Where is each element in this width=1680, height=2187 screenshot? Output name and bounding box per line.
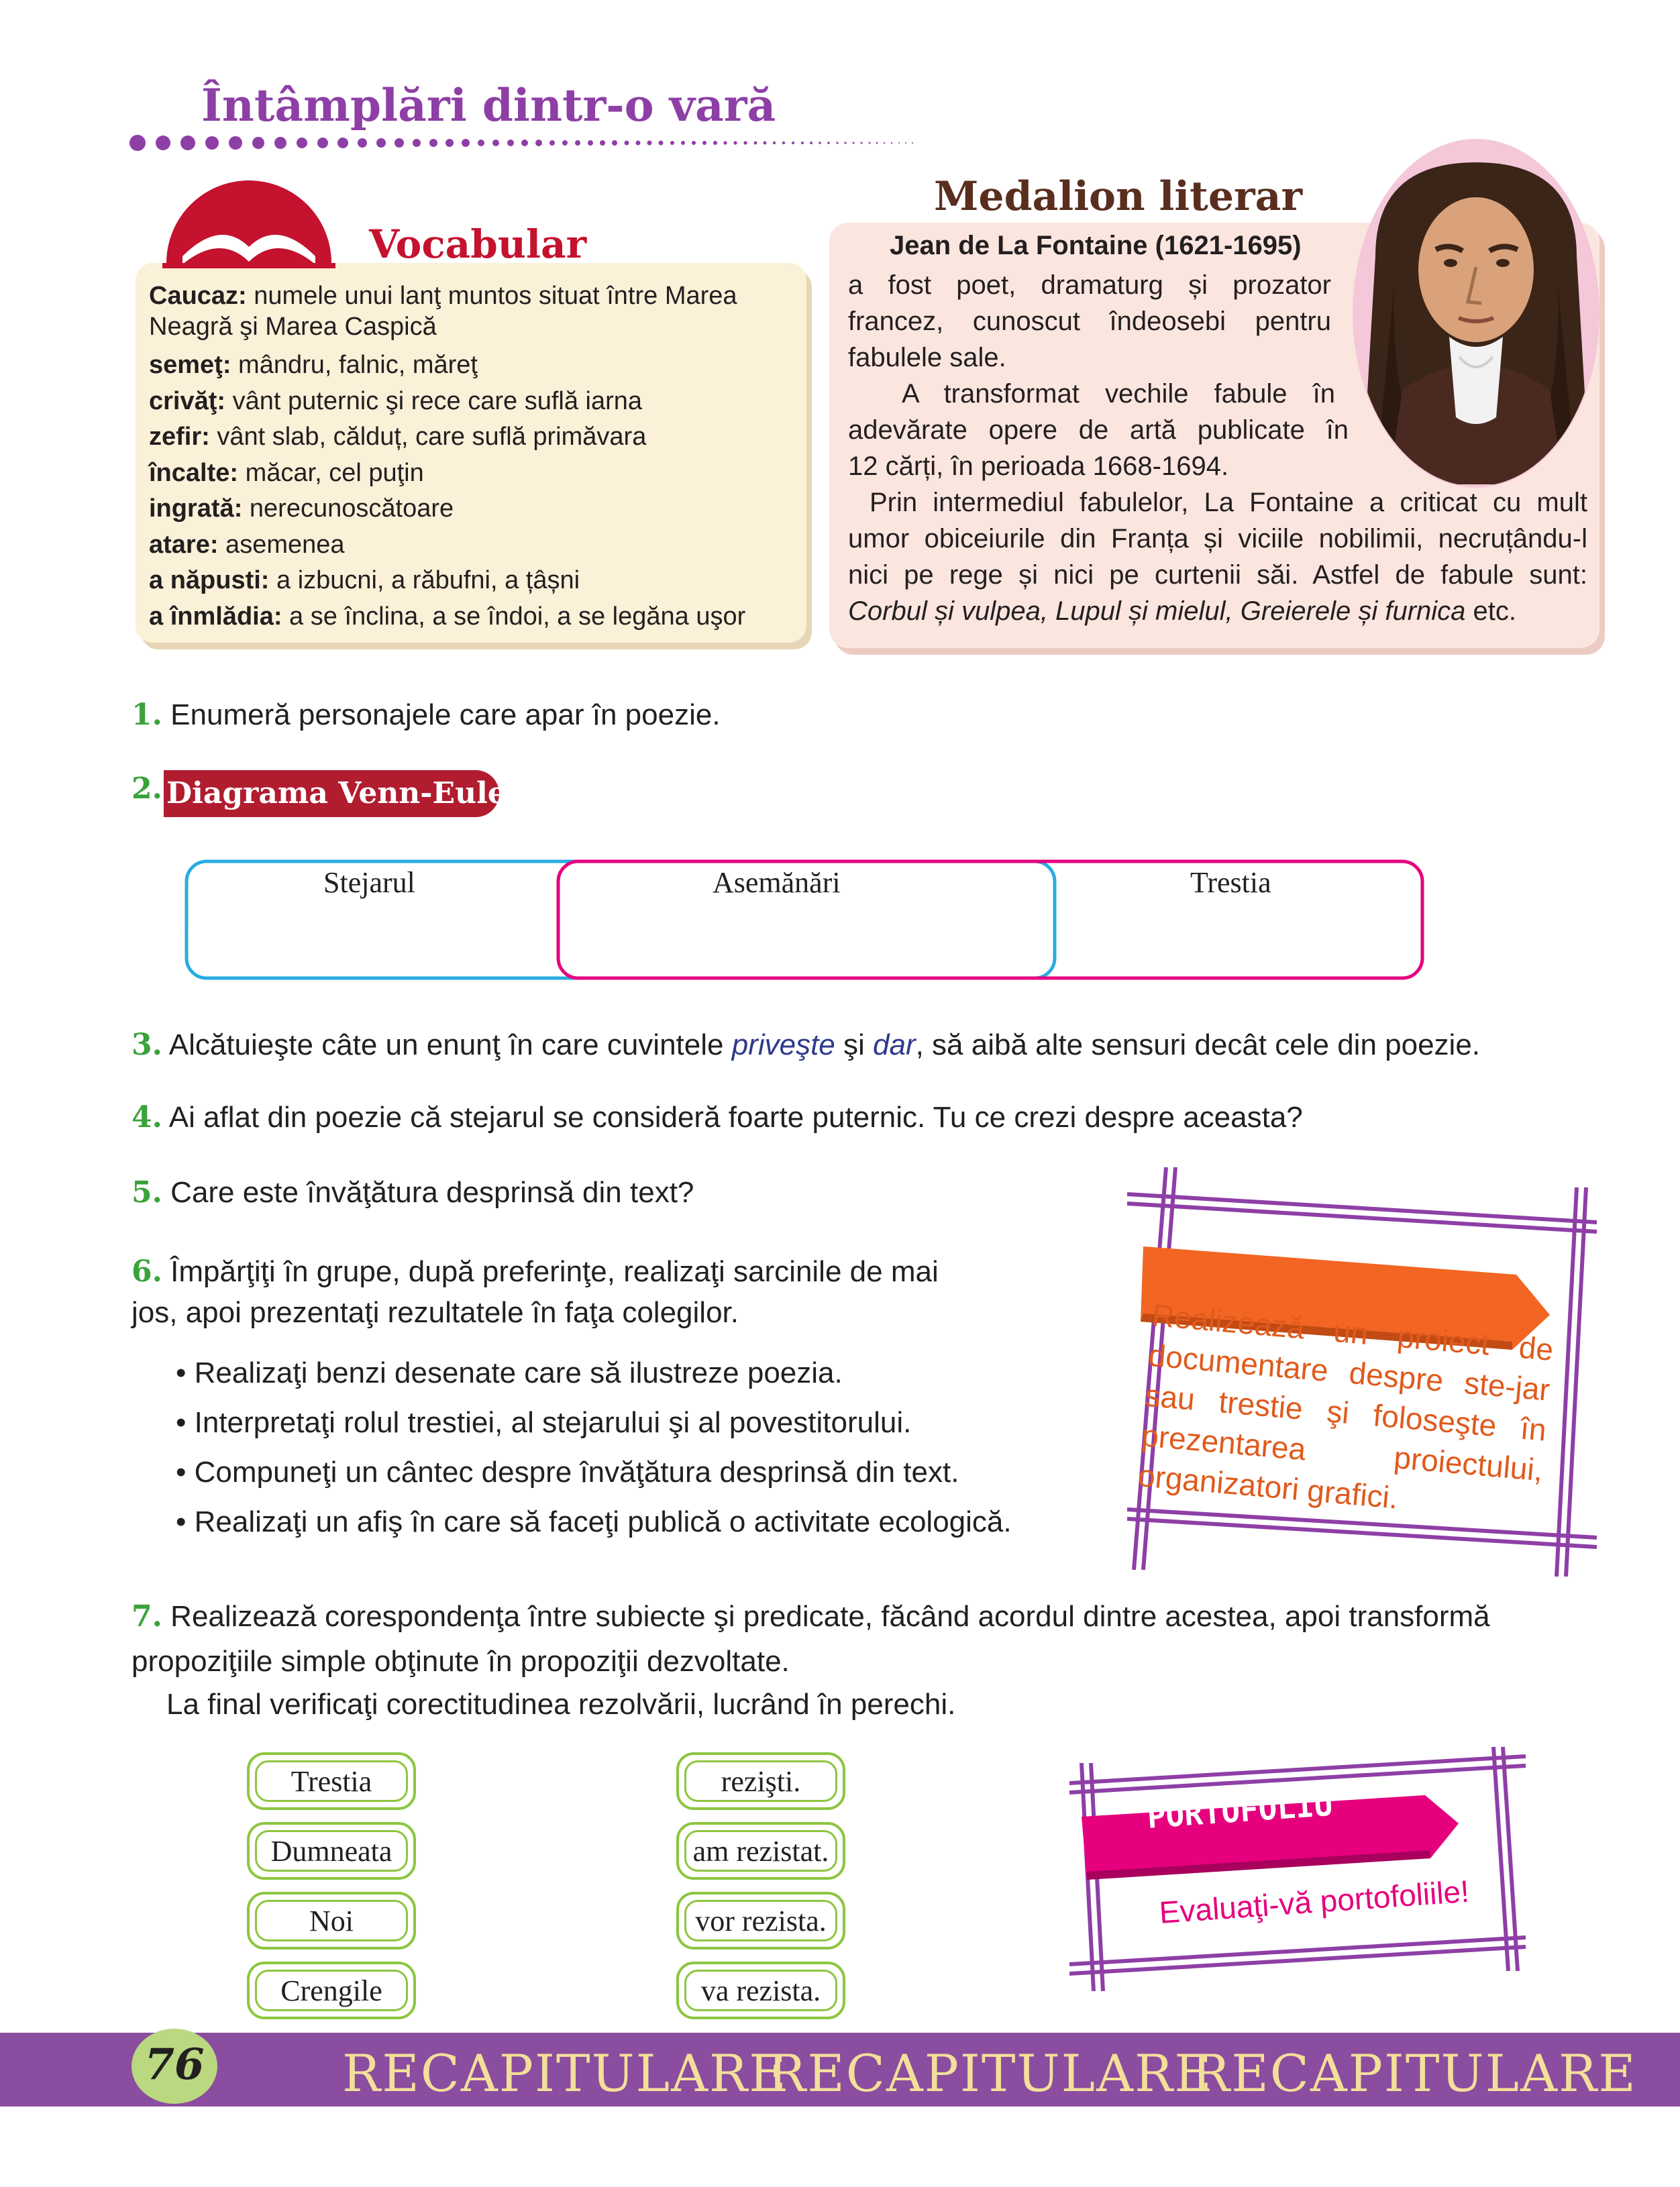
portfolio-frame: [1063, 1743, 1532, 1998]
fable-titles: Corbul și vulpea, Lupul și mielul, Greierele și furnica: [848, 596, 1466, 626]
subject-box[interactable]: Noi: [247, 1892, 416, 1950]
question-7-line-3: La final verificaţi corectitudinea rezolvării, lucrând în perechi.: [166, 1688, 956, 1721]
question-6: 6. Împărţiţi în grupe, după preferinţe, realizaţi sarcinile de mai: [132, 1255, 939, 1289]
venn-diagram-label: Diagrama Venn-Euler: [164, 770, 499, 817]
question-1: 1. Enumeră personajele care apar în poezie.: [132, 698, 721, 732]
medalion-line: fabulele sale.: [848, 343, 1006, 372]
medalion-author: Jean de La Fontaine (1621-1695): [890, 231, 1302, 260]
vocab-entry: a năpusti: a izbucni, a răbufni, a țâșni: [149, 566, 580, 594]
vocab-entry: a înmlădia: a se înclina, a se îndoi, a se legăna uşor: [149, 602, 746, 631]
medalion-line: Prin intermediul fabulelor, La Fontaine a criticat cu mult: [870, 488, 1587, 517]
medalion-line: A transformat vechile fabule în: [902, 379, 1335, 409]
vocab-entry: ingrată: nerecunoscătoare: [149, 494, 454, 523]
venn-right-label: Trestia: [1190, 866, 1271, 899]
header-dots-decoration: [127, 133, 959, 153]
predicate-box[interactable]: am rezistat.: [676, 1822, 845, 1880]
venn-left-label: Stejarul: [323, 866, 415, 899]
medalion-line: adevărate opere de artă publicate în: [848, 415, 1349, 445]
predicate-box[interactable]: va rezista.: [676, 1962, 845, 2019]
medalion-line: 12 cărți, în perioada 1668-1694.: [848, 451, 1229, 481]
project-text: Realizează un proiect de documentare despre ste-jar sau trestie şi foloseşte în prezentarea proiectului, organizatori grafici.: [1137, 1297, 1555, 1515]
task-bullet: • Compuneţi un cântec despre învăţătura desprinsă din text.: [176, 1456, 959, 1489]
question-6-line-2: jos, apoi prezentaţi rezultatele în faţa colegilor.: [132, 1296, 739, 1329]
question-2-number: 2.: [132, 771, 162, 806]
page-number: 76: [132, 2029, 217, 2104]
medalion-line: a fost poet, dramaturg și prozator: [848, 270, 1331, 300]
venn-middle-label: Asemănări: [713, 866, 841, 899]
portfolio-label: PORTOFOLIU: [1146, 1786, 1334, 1835]
project-label: PROIECT: [1202, 1212, 1335, 1257]
task-bullet: • Interpretaţi rolul trestiei, al stejarului şi al povestitorului.: [176, 1406, 912, 1439]
task-bullet: • Realizaţi un afiş în care să faceţi publică o activitate ecologică.: [176, 1505, 1012, 1538]
medalion-line: nici pe rege și nici pe curtenii săi. Astfel de fabule sunt:: [848, 560, 1587, 590]
footer-recap-word: RECAPITULARE: [1192, 2043, 1637, 2103]
medalion-title: Medalion literar: [934, 173, 1303, 220]
question-5: 5. Care este învăţătura desprinsă din text?: [132, 1175, 694, 1210]
vocab-entry: semeţ: mândru, falnic, măreţ: [149, 351, 478, 379]
book-icon: [153, 176, 345, 270]
medalion-line: francez, cunoscut îndeosebi pentru: [848, 307, 1331, 336]
question-3: 3. Alcătuieşte câte un enunţ în care cuvintele priveşte şi dar, să aibă alte sensuri decât cele din poezie.: [132, 1028, 1481, 1062]
vocab-entry: zefir: vânt slab, călduț, care suflă primăvara: [149, 423, 647, 451]
footer-recap-word: RECAPITULARE: [768, 2043, 1213, 2103]
subject-box[interactable]: Trestia: [247, 1752, 416, 1810]
question-7: 7. Realizează corespondenţa între subiecte şi predicate, făcând acordul dintre acestea, apoi transformă: [132, 1599, 1490, 1634]
predicate-box[interactable]: rezişti.: [676, 1752, 845, 1810]
question-number: 1.: [132, 698, 162, 732]
vocabulary-title: Vocabular: [369, 221, 587, 267]
vocab-entry: crivăţ: vânt puternic şi rece care suflă iarna: [149, 386, 643, 415]
vocab-entry: încalte: măcar, cel puţin: [149, 458, 424, 487]
medalion-line: Corbul și vulpea, Lupul și mielul, Greierele și furnica etc.: [848, 596, 1517, 626]
footer-recap-word: RECAPITULARE: [342, 2043, 788, 2103]
question-4: 4. Ai aflat din poezie că stejarul se consideră foarte puternic. Tu ce crezi despre aceasta?: [132, 1100, 1303, 1134]
vocab-entry: Caucaz: numele unui lanţ muntos situat între Marea Neagră şi Marea Caspică: [149, 282, 737, 341]
task-bullet: • Realizaţi benzi desenate care să ilustreze poezia.: [176, 1356, 843, 1389]
vocabulary-list: [149, 280, 800, 635]
question-7-line-2: propoziţiile simple obţinute în propoziţii dezvoltate.: [132, 1645, 790, 1678]
portfolio-text: Evaluaţi-vă portofoliile!: [1158, 1873, 1471, 1930]
medalion-line: umor obiceiurile din Franța și viciile nobilimii, necruțându-l: [848, 524, 1587, 553]
vocab-entry: atare: asemenea: [149, 530, 345, 559]
subject-box[interactable]: Crengile: [247, 1962, 416, 2019]
subject-box[interactable]: Dumneata: [247, 1822, 416, 1880]
portrait-illustration: [1349, 136, 1604, 491]
predicate-box[interactable]: vor rezista.: [676, 1892, 845, 1950]
page-header-title: Întâmplări dintr-o vară: [201, 79, 776, 131]
